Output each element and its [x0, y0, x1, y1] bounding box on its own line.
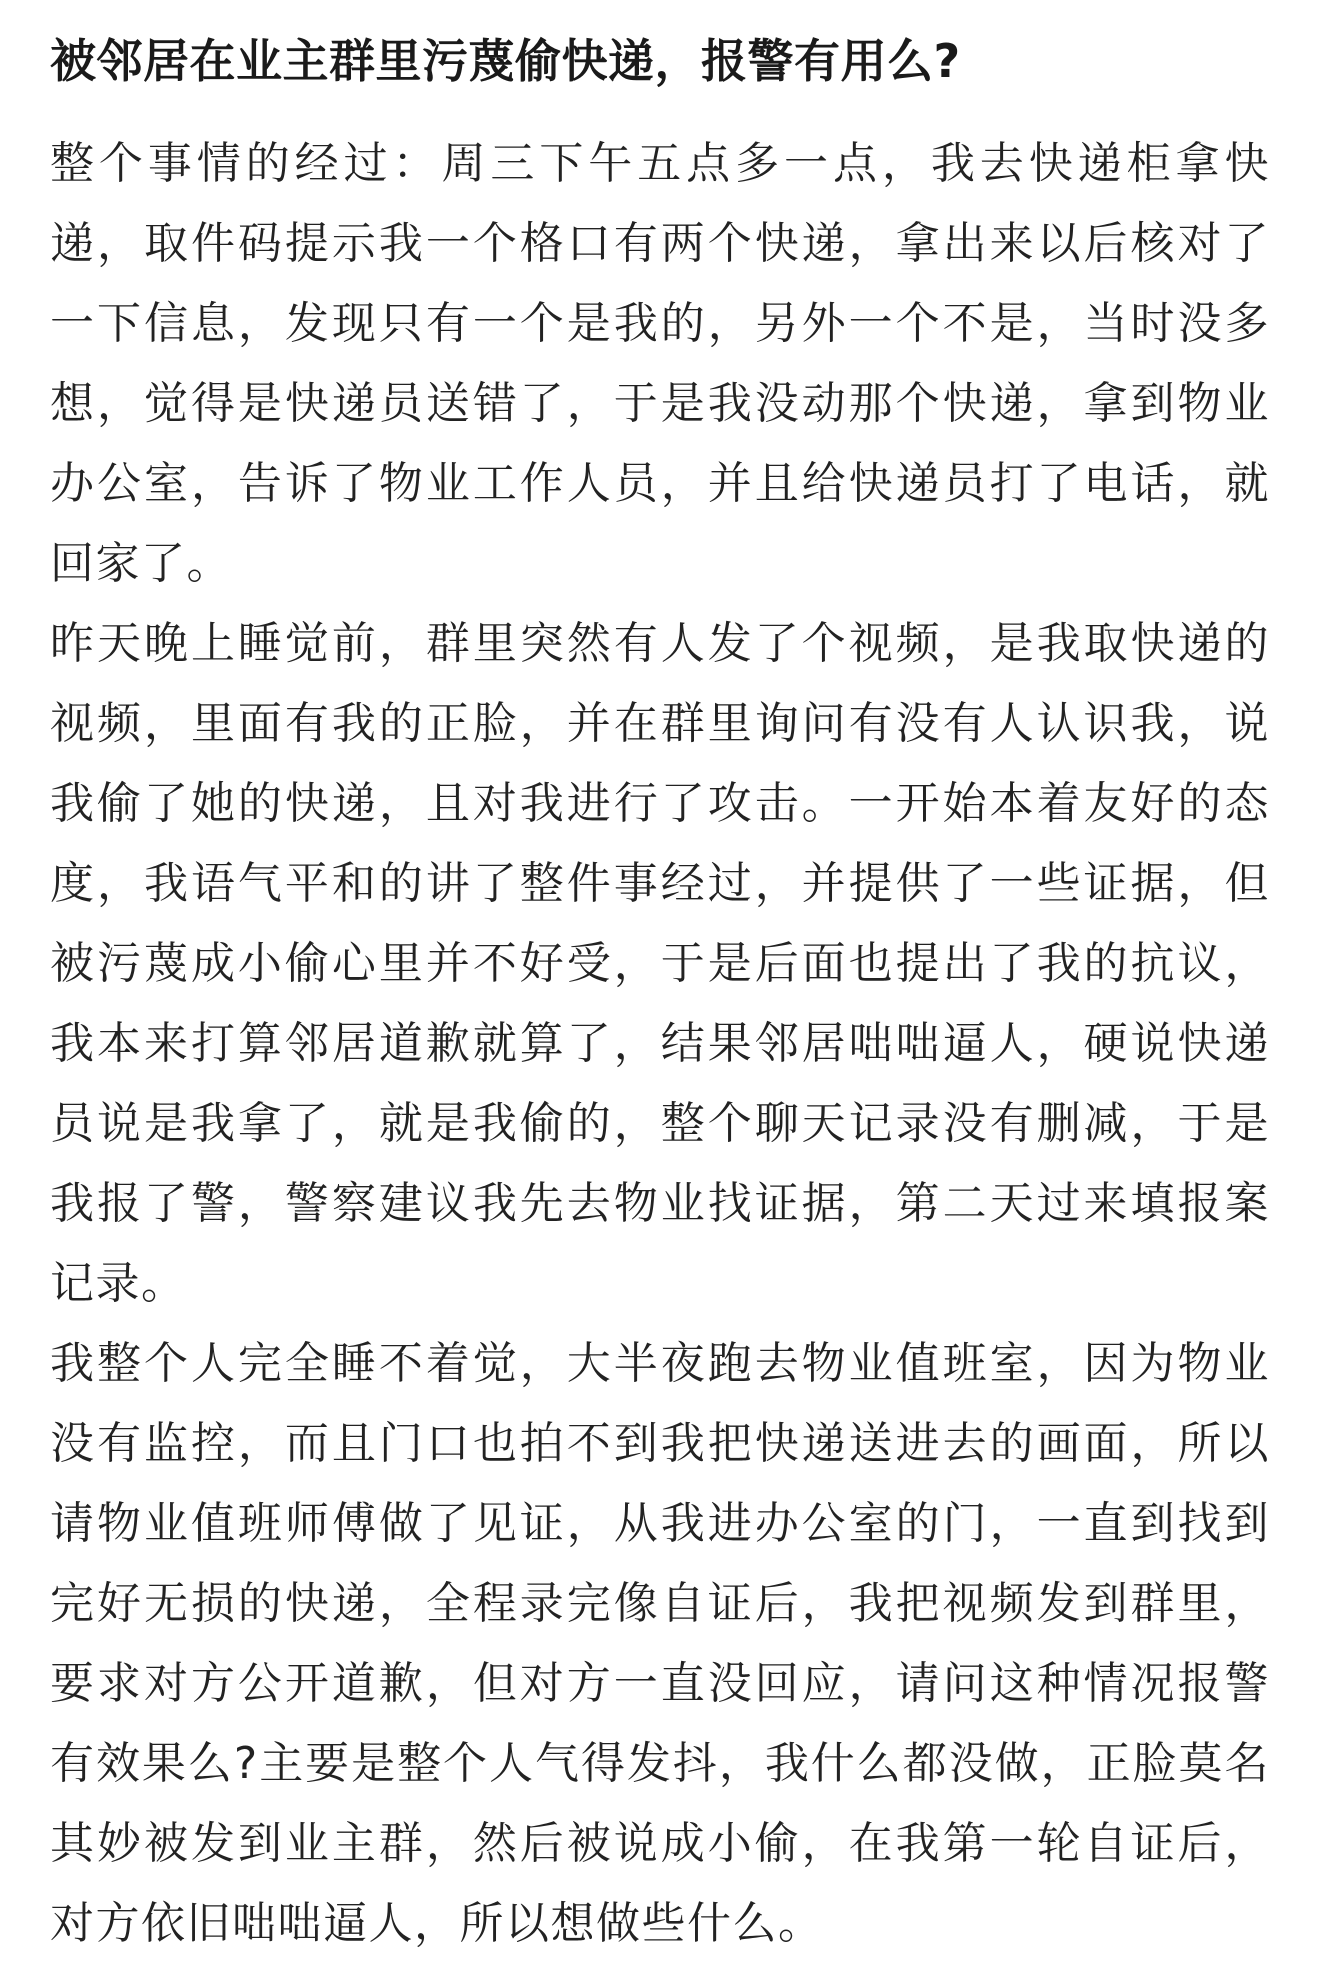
post-paragraph-1: 整个事情的经过：周三下午五点多一点，我去快递柜拿快递，取件码提示我一个格口有两个快递，拿出来以后核对了一下信息，发现只有一个是我的，另外一个不是，当时没多想，觉得是快递员送错了，于是我没动那个快递，拿到物业办公室，告诉了物业工作人员，并且给快递员打了电话，就回家了。 [50, 138, 1270, 589]
post-body [50, 124, 1270, 1964]
post-paragraph-3: 我整个人完全睡不着觉，大半夜跑去物业值班室，因为物业没有监控，而且门口也拍不到我把快递送进去的画面，所以请物业值班师傅做了见证，从我进办公室的门，一直到找到完好无损的快递，全程录完像自证后，我把视频发到群里，要求对方公开道歉，但对方一直没回应，请问这种情况报警有效果么?主要是整个人气得发抖，我什么都没做，正脸莫名其妙被发到业主群，然后被说成小偷，在我第一轮自证后，对方依旧咄咄逼人，所以想做些什么。 [50, 1338, 1270, 1949]
post-paragraph-2: 昨天晚上睡觉前，群里突然有人发了个视频，是我取快递的视频，里面有我的正脸，并在群里询问有没有人认识我，说我偷了她的快递，且对我进行了攻击。一开始本着友好的态度，我语气平和的讲了整件事经过，并提供了一些证据，但被污蔑成小偷心里并不好受，于是后面也提出了我的抗议，我本来打算邻居道歉就算了，结果邻居咄咄逼人，硬说快递员说是我拿了，就是我偷的，整个聊天记录没有删减，于是我报了警，警察建议我先去物业找证据，第二天过来填报案记录。 [50, 618, 1270, 1309]
post-title: 被邻居在业主群里污蔑偷快递，报警有用么? [50, 34, 961, 88]
